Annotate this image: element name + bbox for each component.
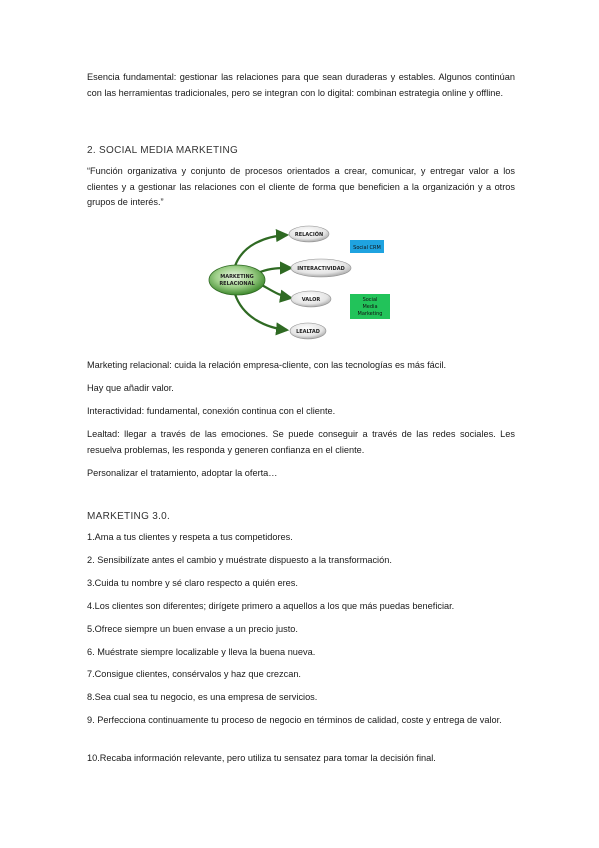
svg-text:Media: Media bbox=[362, 304, 378, 310]
note-personalizar: Personalizar el tratamiento, adoptar la oferta… bbox=[87, 468, 278, 478]
note-marketing-relacional: Marketing relacional: cuida la relación empresa-cliente, con las tecnologías es más fácil. bbox=[87, 360, 446, 370]
definition-quote: “Función organizativa y conjunto de procesos orientados a crear, comunicar, y entregar valor a los clientes y a gestionar las relaciones con el cliente de forma que beneficien a la organización y a otros grupos de interés.” bbox=[87, 166, 515, 207]
svg-text:RELACIÓN: RELACIÓN bbox=[294, 232, 324, 238]
center-oval bbox=[209, 265, 265, 295]
node-valor bbox=[291, 291, 331, 307]
node-lealtad bbox=[290, 323, 326, 339]
list-item: 6. Muéstrate siempre localizable y lleva la buena nueva. bbox=[87, 647, 316, 657]
center-label-line2: RELACIONAL bbox=[219, 281, 255, 287]
svg-text:Social CRM: Social CRM bbox=[353, 245, 381, 251]
svg-text:VALOR: VALOR bbox=[301, 297, 321, 303]
note-interactividad: Interactividad: fundamental, conexión continua con el cliente. bbox=[87, 406, 336, 416]
list-item: 2. Sensibilízate antes el cambio y muéstrate dispuesto a la transformación. bbox=[87, 555, 392, 565]
list-item: 7.Consigue clientes, consérvalos y haz que crezcan. bbox=[87, 669, 301, 679]
list-item: 4.Los clientes son diferentes; dirígete primero a aquellos a los que más puedas beneficiar. bbox=[87, 601, 455, 611]
list-item: 8.Sea cual sea tu negocio, es una empresa de servicios. bbox=[87, 692, 318, 702]
node-relacion bbox=[289, 226, 329, 242]
svg-text:Marketing: Marketing bbox=[357, 311, 383, 317]
list-item: 1.Ama a tus clientes y respeta a tus competidores. bbox=[87, 532, 293, 542]
box-social-crm bbox=[350, 240, 384, 253]
svg-text:INTERACTIVIDAD: INTERACTIVIDAD bbox=[297, 266, 345, 272]
marketing-relacional-diagram bbox=[205, 218, 395, 348]
list-item: 3.Cuida tu nombre y sé claro respecto a quién eres. bbox=[87, 578, 298, 588]
section-heading-marketing-3: MARKETING 3.0. bbox=[87, 511, 171, 522]
note-valor: Hay que añadir valor. bbox=[87, 383, 174, 393]
note-lealtad: Lealtad: llegar a través de las emociones. Se puede conseguir a través de las redes sociales. Les resuelva problemas, les responda y generen confianza en el cliente. bbox=[87, 429, 515, 455]
list-item: 5.Ofrece siempre un buen envase a un precio justo. bbox=[87, 624, 298, 634]
center-label-line1: MARKETING bbox=[220, 274, 254, 280]
node-interactividad bbox=[291, 259, 351, 277]
intro-paragraph: Esencia fundamental: gestionar las relaciones para que sean duraderas y estables. Algunos continúan con las herramientas tradicionales, pero se integran con lo digital: combinan estrategia online y offline. bbox=[87, 72, 515, 98]
section-heading-social-media: 2. SOCIAL MEDIA MARKETING bbox=[87, 145, 239, 156]
list-item: 10.Recaba información relevante, pero utiliza tu sensatez para tomar la decisión final. bbox=[87, 753, 436, 763]
svg-text:Social: Social bbox=[362, 297, 378, 303]
box-social-media-marketing bbox=[350, 294, 390, 319]
list-item: 9. Perfecciona continuamente tu proceso de negocio en términos de calidad, coste y entrega de valor. bbox=[87, 715, 502, 725]
svg-text:LEALTAD: LEALTAD bbox=[296, 329, 320, 335]
